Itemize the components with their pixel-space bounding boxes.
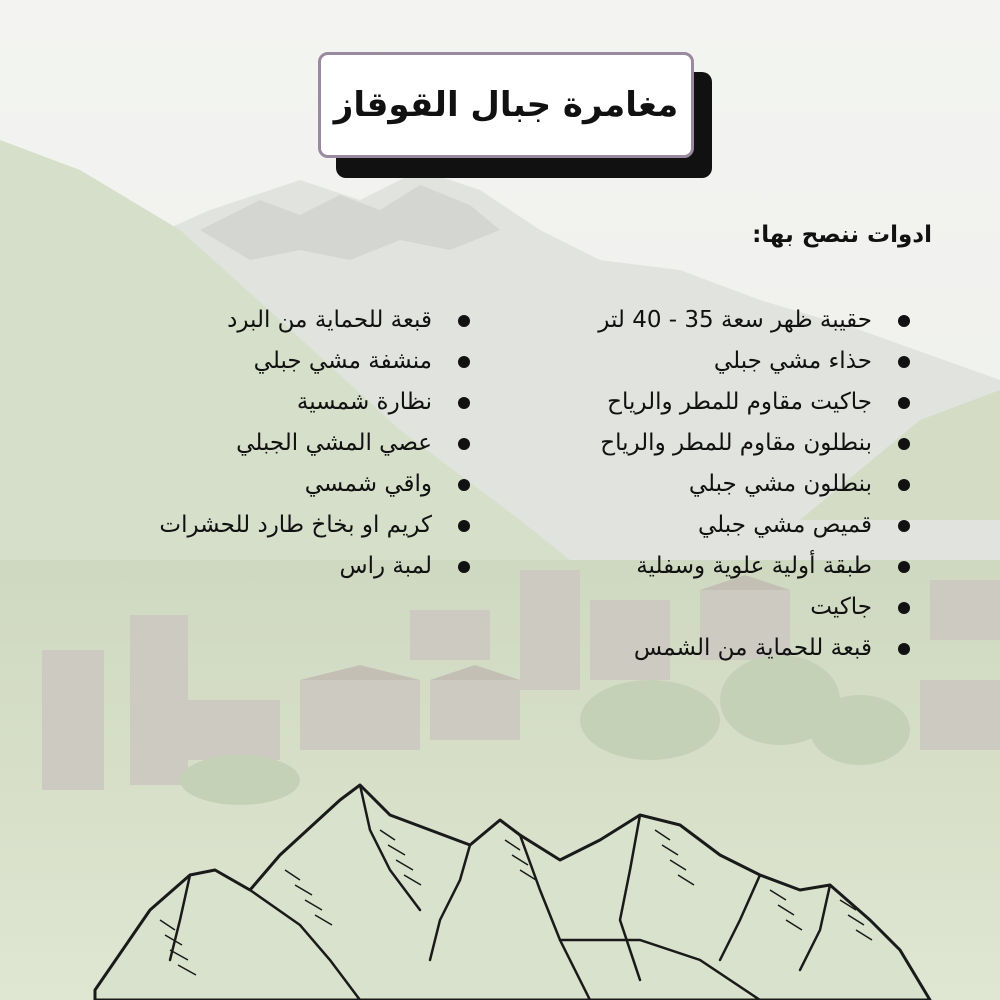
bullet-dot-icon	[898, 520, 910, 532]
bullet-dot-icon	[458, 397, 470, 409]
list-item	[598, 546, 914, 587]
bullet-dot-icon	[898, 643, 910, 655]
bullet-dot-icon	[458, 520, 470, 532]
bullet-dot-icon	[898, 479, 910, 491]
equipment-list-left	[159, 300, 474, 587]
list-item	[159, 300, 474, 341]
bullet-dot-icon	[898, 602, 910, 614]
list-item	[159, 382, 474, 423]
list-item-label: جاكيت	[810, 594, 872, 620]
list-item	[598, 382, 914, 423]
bullet-dot-icon	[458, 561, 470, 573]
list-item-label: منشفة مشي جبلي	[253, 348, 432, 374]
list-item	[598, 464, 914, 505]
list-item	[159, 464, 474, 505]
list-item	[598, 505, 914, 546]
bullet-dot-icon	[458, 356, 470, 368]
bullet-dot-icon	[458, 479, 470, 491]
list-item	[159, 341, 474, 382]
list-item-label: كريم او بخاخ طارد للحشرات	[159, 512, 432, 538]
bullet-dot-icon	[458, 315, 470, 327]
list-item-label: طبقة أولية علوية وسفلية	[636, 553, 872, 579]
list-item	[159, 423, 474, 464]
list-item	[159, 505, 474, 546]
list-item-label: قبعة للحماية من الشمس	[633, 635, 872, 661]
bullet-dot-icon	[898, 397, 910, 409]
bullet-dot-icon	[898, 356, 910, 368]
page-title: مغامرة جبال القوقاز	[333, 85, 679, 125]
list-item-label: جاكيت مقاوم للمطر والرياح	[607, 389, 872, 415]
list-item-label: قبعة للحماية من البرد	[227, 307, 432, 333]
list-item	[598, 300, 914, 341]
bullet-dot-icon	[898, 438, 910, 450]
list-item	[598, 341, 914, 382]
equipment-list-right	[598, 300, 914, 669]
bullet-dot-icon	[898, 315, 910, 327]
list-item-label: نظارة شمسية	[296, 389, 432, 415]
list-item-label: حقيبة ظهر سعة 35 - 40 لتر	[598, 307, 872, 333]
list-item-label: قميص مشي جبلي	[698, 512, 872, 538]
list-item-label: بنطلون مقاوم للمطر والرياح	[600, 430, 872, 456]
section-heading: ادوات ننصح بها:	[752, 222, 932, 248]
mountain-sketch-icon	[0, 760, 1000, 1000]
bullet-dot-icon	[458, 438, 470, 450]
list-item	[598, 423, 914, 464]
list-item	[598, 587, 914, 628]
title-box	[318, 52, 694, 158]
list-item-label: بنطلون مشي جبلي	[688, 471, 872, 497]
list-item	[159, 546, 474, 587]
bullet-dot-icon	[898, 561, 910, 573]
list-item	[598, 628, 914, 669]
list-item-label: واقي شمسي	[304, 471, 432, 497]
list-item-label: عصي المشي الجبلي	[236, 430, 432, 456]
list-item-label: لمبة راس	[339, 553, 432, 579]
list-item-label: حذاء مشي جبلي	[713, 348, 872, 374]
